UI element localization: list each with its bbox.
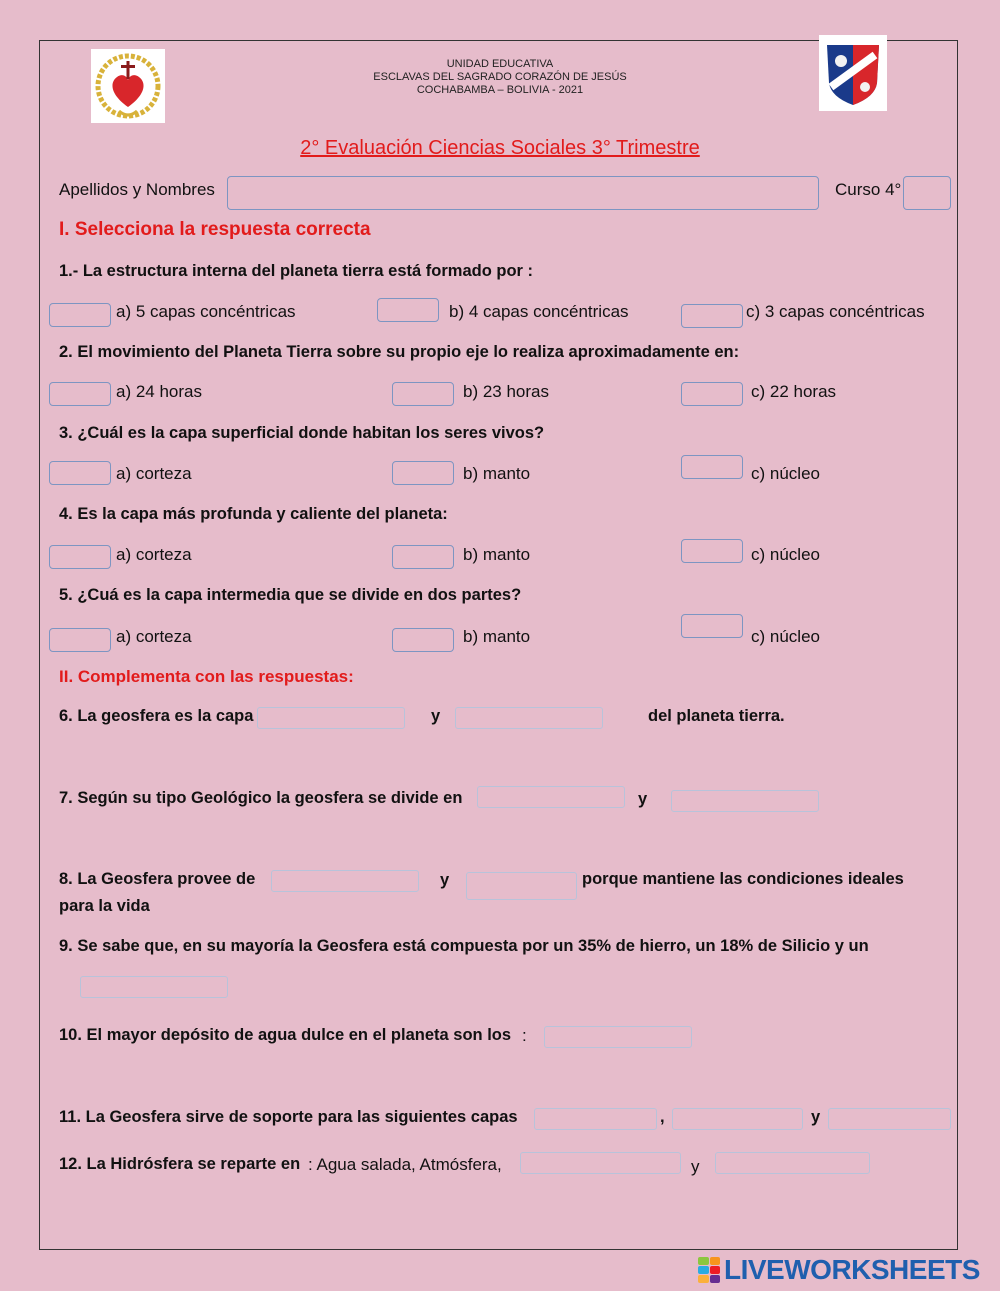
question-6-end: del planeta tierra. bbox=[648, 707, 785, 725]
q6-blank-1[interactable] bbox=[257, 707, 405, 729]
q5-option-c: c) núcleo bbox=[751, 627, 820, 646]
liveworksheets-brand: LIVEWORKSHEETS bbox=[724, 1254, 980, 1285]
question-9-text: 9. Se sabe que, en su mayoría la Geosfera está compuesta por un 35% de hierro, un 18% de Silicio y un bbox=[59, 937, 869, 955]
section1-title: I. Selecciona la respuesta correcta bbox=[59, 219, 371, 240]
q3-option-a: a) corteza bbox=[116, 464, 192, 483]
section2-title: II. Complementa con las respuestas: bbox=[59, 667, 354, 686]
q11-comma: , bbox=[660, 1108, 665, 1126]
q3-option-a-box[interactable] bbox=[49, 461, 111, 485]
q1-option-c-box[interactable] bbox=[681, 304, 743, 328]
q2-option-a-box[interactable] bbox=[49, 382, 111, 406]
q10-blank[interactable] bbox=[544, 1026, 692, 1048]
q12-blank-2[interactable] bbox=[715, 1152, 870, 1174]
q4-option-a: a) corteza bbox=[116, 545, 192, 564]
name-label: Apellidos y Nombres bbox=[59, 180, 215, 199]
q7-blank-1[interactable] bbox=[477, 786, 625, 808]
question-11-text: 11. La Geosfera sirve de soporte para las siguientes capas bbox=[59, 1108, 518, 1126]
question-7-text: 7. Según su tipo Geológico la geosfera se divide en bbox=[59, 789, 463, 807]
question-8-end: para la vida bbox=[59, 897, 150, 915]
q4-option-a-box[interactable] bbox=[49, 545, 111, 569]
q4-option-c: c) núcleo bbox=[751, 545, 820, 564]
q11-connector: y bbox=[811, 1108, 821, 1126]
q8-connector: y bbox=[440, 871, 450, 889]
school-type: UNIDAD EDUCATIVA bbox=[446, 58, 554, 70]
q2-option-c-box[interactable] bbox=[681, 382, 743, 406]
q11-blank-2[interactable] bbox=[672, 1108, 803, 1130]
q5-option-b: b) manto bbox=[463, 627, 531, 646]
q9-blank[interactable] bbox=[80, 976, 228, 998]
school-shield-right bbox=[819, 35, 887, 111]
q2-option-a: a) 24 horas bbox=[116, 382, 202, 401]
q4-option-b: b) manto bbox=[463, 545, 531, 564]
q3-option-b-box[interactable] bbox=[392, 461, 454, 485]
question-12-text: 12. La Hidrósfera se reparte en bbox=[59, 1155, 301, 1173]
question-8-text: 8. La Geosfera provee de bbox=[59, 870, 256, 888]
liveworksheets-logo bbox=[698, 1255, 980, 1285]
q5-option-b-box[interactable] bbox=[392, 628, 454, 652]
question-3: 3. ¿Cuál es la capa superficial donde habitan los seres vivos? bbox=[59, 424, 545, 442]
q6-connector: y bbox=[431, 707, 441, 725]
school-location: COCHABAMBA – BOLIVIA - 2021 bbox=[416, 84, 584, 96]
name-input[interactable] bbox=[227, 176, 819, 210]
question-8-cont: porque mantiene las condiciones ideales bbox=[582, 870, 904, 888]
q4-option-b-box[interactable] bbox=[392, 545, 454, 569]
school-name: ESCLAVAS DEL SAGRADO CORAZÓN DE JESÚS bbox=[373, 71, 627, 83]
question-2: 2. El movimiento del Planeta Tierra sobre su propio eje lo realiza aproximadamente en: bbox=[59, 343, 740, 361]
q7-connector: y bbox=[638, 790, 648, 808]
course-input[interactable] bbox=[903, 176, 951, 210]
q5-option-a: a) corteza bbox=[116, 627, 192, 646]
q12-connector: y bbox=[691, 1157, 700, 1176]
question-6-text: 6. La geosfera es la capa bbox=[59, 707, 254, 725]
question-12-cont: : Agua salada, Atmósfera, bbox=[308, 1155, 502, 1174]
liveworksheets-icon bbox=[698, 1257, 720, 1283]
question-1: 1.- La estructura interna del planeta tierra está formado por : bbox=[59, 262, 534, 280]
q3-option-c: c) núcleo bbox=[751, 464, 820, 483]
q4-option-c-box[interactable] bbox=[681, 539, 743, 563]
q1-option-c: c) 3 capas concéntricas bbox=[746, 302, 925, 321]
q12-blank-1[interactable] bbox=[520, 1152, 681, 1174]
course-label: Curso 4° bbox=[835, 180, 902, 199]
question-4: 4. Es la capa más profunda y caliente del planeta: bbox=[59, 505, 448, 523]
question-10-text: 10. El mayor depósito de agua dulce en el planeta son los bbox=[59, 1026, 512, 1044]
school-emblem-left bbox=[91, 49, 165, 123]
q1-option-b: b) 4 capas concéntricas bbox=[449, 302, 629, 321]
q2-option-b: b) 23 horas bbox=[463, 382, 549, 401]
q2-option-c: c) 22 horas bbox=[751, 382, 837, 401]
q6-blank-2[interactable] bbox=[455, 707, 603, 729]
q8-blank-1[interactable] bbox=[271, 870, 419, 892]
q7-blank-2[interactable] bbox=[671, 790, 819, 812]
q1-option-a: a) 5 capas concéntricas bbox=[116, 302, 296, 321]
page-title: 2° Evaluación Ciencias Sociales 3° Trimestre bbox=[300, 137, 700, 159]
q8-blank-2[interactable] bbox=[466, 872, 577, 900]
q2-option-b-box[interactable] bbox=[392, 382, 454, 406]
q3-option-b: b) manto bbox=[463, 464, 531, 483]
q3-option-c-box[interactable] bbox=[681, 455, 743, 479]
q11-blank-3[interactable] bbox=[828, 1108, 951, 1130]
question-5: 5. ¿Cuá es la capa intermedia que se divide en dos partes? bbox=[59, 586, 522, 604]
q1-option-a-box[interactable] bbox=[49, 303, 111, 327]
q10-colon: : bbox=[522, 1026, 527, 1045]
q11-blank-1[interactable] bbox=[534, 1108, 657, 1130]
q1-option-b-box[interactable] bbox=[377, 298, 439, 322]
q5-option-a-box[interactable] bbox=[49, 628, 111, 652]
q5-option-c-box[interactable] bbox=[681, 614, 743, 638]
